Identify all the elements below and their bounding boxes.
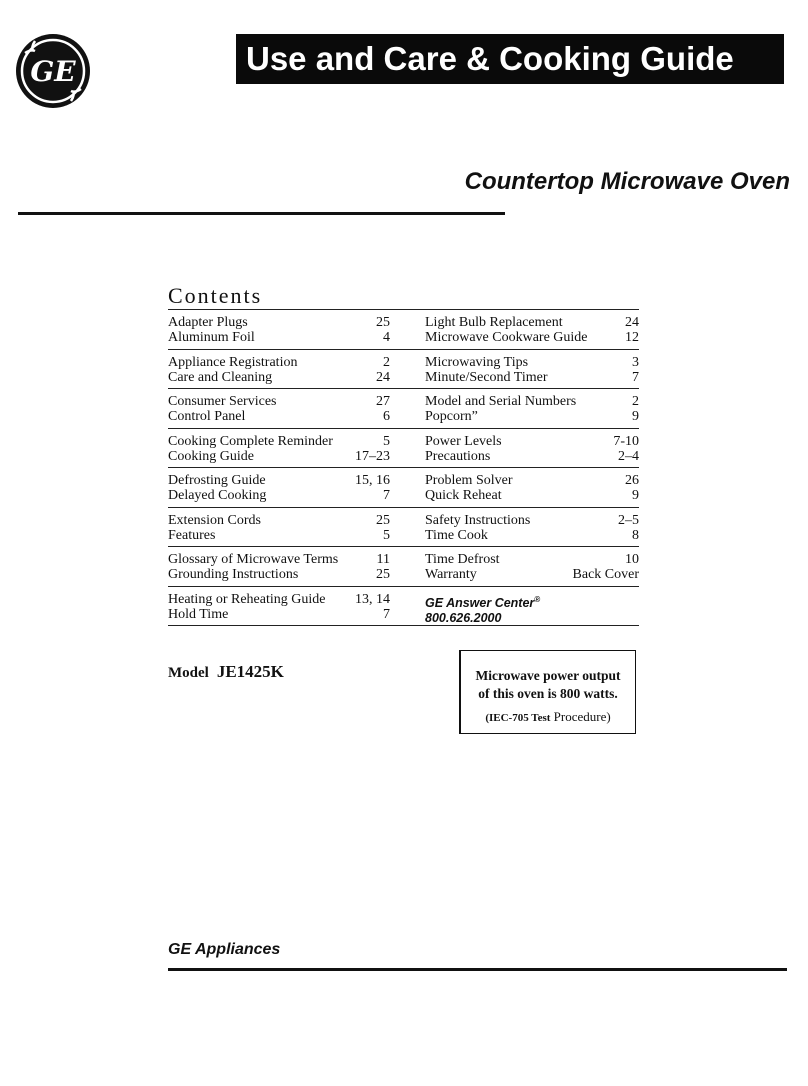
toc-entry [168, 315, 390, 330]
toc-entry [425, 409, 639, 424]
toc-entry-label: Care and Cleaning [168, 369, 273, 385]
toc-entry [168, 513, 390, 528]
toc-entry-page: 25 [376, 567, 390, 582]
power-output-box [459, 650, 636, 734]
toc-entry-page: 9 [632, 409, 639, 424]
toc-entry-page: 15, 16 [355, 473, 390, 488]
power-line-3 [461, 709, 635, 725]
toc-entry [168, 528, 390, 543]
toc-entry-label: Warranty [425, 567, 477, 582]
toc-row [168, 309, 639, 349]
toc-entry-page: 7-10 [613, 433, 639, 449]
toc-entry-label: Glossary of Microwave Terms [168, 552, 339, 567]
toc-entry [425, 394, 639, 409]
toc-entry [168, 567, 390, 582]
toc-column-right [425, 315, 639, 345]
toc-entry-label: Cooking Complete Reminder [168, 433, 333, 449]
toc-entry-label: Microwaving Tips [425, 354, 529, 370]
power-line-2: of this oven is 800 watts. [478, 686, 618, 701]
toc-column-left [168, 434, 390, 464]
toc-entry-page: 24 [376, 369, 390, 385]
toc-entry-label: Features [168, 527, 216, 543]
divider-bottom [168, 968, 787, 971]
model-number: JE1425K [216, 662, 284, 681]
toc-entry-page: 11 [376, 552, 390, 567]
toc-entry [168, 552, 390, 567]
toc-entry-page: 7 [632, 369, 639, 385]
toc-row [168, 349, 639, 389]
registered-mark: ® [534, 594, 541, 604]
test-label: (IEC-705 Test [485, 712, 551, 724]
toc-entry-page: 4 [383, 330, 390, 345]
toc-row [168, 546, 639, 586]
toc-entry-page: 5 [383, 433, 390, 449]
toc-entry-label: Power Levels [425, 433, 502, 449]
toc-entry-label: Adapter Plugs [168, 315, 248, 330]
procedure-label: Procedure) [553, 709, 611, 724]
toc-entry-page: 8 [632, 527, 639, 543]
toc-row [168, 507, 639, 547]
toc-entry-label: Extension Cords [168, 512, 261, 528]
toc-column-right [425, 592, 639, 626]
model-label: Model [168, 665, 209, 681]
toc-entry-label: Time Defrost [425, 552, 500, 567]
toc-entry [425, 370, 639, 385]
answer-center-phone: 800.626.2000 [425, 610, 502, 625]
toc-entry [168, 394, 390, 409]
toc-entry-page: 2 [383, 354, 390, 370]
toc-entry-page: 2–4 [618, 448, 639, 464]
toc-column-left [168, 592, 390, 622]
toc-entry-label: Heating or Reheating Guide [168, 591, 326, 607]
toc-entry-label: Grounding Instructions [168, 567, 299, 582]
toc-entry-page: 24 [625, 315, 639, 330]
toc-entry [425, 330, 639, 345]
toc-row [168, 388, 639, 428]
toc-entry [425, 315, 639, 330]
toc-entry [168, 607, 390, 622]
toc-entry-label: Problem Solver [425, 473, 513, 488]
toc-entry [425, 513, 639, 528]
toc-entry [425, 528, 639, 543]
toc-entry-page: 2–5 [618, 512, 639, 528]
svg-text:GE: GE [30, 55, 76, 88]
toc-entry-label: Delayed Cooking [168, 488, 267, 503]
model-line [168, 662, 284, 682]
toc-entry [168, 409, 390, 424]
toc-entry-page: 17–23 [355, 448, 390, 464]
toc-entry [425, 355, 639, 370]
toc-entry-label: Safety Instructions [425, 512, 531, 528]
toc-entry-label: Hold Time [168, 606, 229, 622]
toc-entry-label: Microwave Cookware Guide [425, 330, 588, 345]
toc-entry [425, 552, 639, 567]
toc-entry [168, 592, 390, 607]
toc-entry [425, 434, 639, 449]
power-line-1: Microwave power output [475, 668, 621, 683]
toc-column-right [425, 552, 639, 582]
toc-entry [168, 355, 390, 370]
toc-entry-page: 2 [632, 394, 639, 409]
toc-entry [168, 370, 390, 385]
toc-column-left [168, 315, 390, 345]
toc-row [168, 428, 639, 468]
toc-entry-page: 7 [383, 488, 390, 503]
toc-entry-label: Consumer Services [168, 394, 277, 409]
toc-entry-page: 26 [625, 473, 639, 488]
toc-entry [425, 473, 639, 488]
toc-entry-label: Popcorn” [425, 409, 478, 424]
toc-entry-page: 9 [632, 488, 639, 503]
toc-entry-page: 3 [632, 354, 639, 370]
toc-entry [168, 473, 390, 488]
toc-entry [168, 434, 390, 449]
toc-entry-label: Cooking Guide [168, 448, 254, 464]
toc-column-right [425, 513, 639, 543]
toc-column-right [425, 355, 639, 385]
divider-top [18, 212, 505, 215]
table-of-contents [168, 309, 639, 626]
product-subtitle: Countertop Microwave Oven [464, 168, 790, 195]
toc-entry [425, 449, 639, 464]
toc-column-right [425, 473, 639, 503]
toc-column-left [168, 394, 390, 424]
toc-column-left [168, 552, 390, 582]
answer-center-name [425, 592, 639, 611]
toc-entry-page: 25 [376, 512, 390, 528]
toc-entry-page: 10 [625, 552, 639, 567]
toc-entry [168, 330, 390, 345]
toc-entry-page: Back Cover [572, 567, 639, 582]
toc-column-left [168, 473, 390, 503]
toc-entry-label: Control Panel [168, 409, 246, 424]
toc-column-left [168, 513, 390, 543]
toc-column-right [425, 434, 639, 464]
toc-entry-page: 25 [376, 315, 390, 330]
toc-entry [425, 488, 639, 503]
toc-entry-page: 27 [376, 394, 390, 409]
toc-entry-label: Defrosting Guide [168, 473, 266, 488]
toc-row [168, 467, 639, 507]
toc-entry-label: Time Cook [425, 527, 488, 543]
toc-entry-page: 13, 14 [355, 591, 390, 607]
toc-entry-label: Precautions [425, 448, 491, 464]
toc-entry-page: 12 [625, 330, 639, 345]
contents-heading: Contents [168, 283, 263, 308]
toc-column-left [168, 355, 390, 385]
document-title: Use and Care & Cooking Guide [236, 34, 784, 84]
ge-logo [15, 33, 91, 109]
toc-entry-label: Minute/Second Timer [425, 369, 548, 385]
toc-entry-label: Appliance Registration [168, 354, 298, 370]
toc-entry-label: Aluminum Foil [168, 330, 255, 345]
toc-entry [168, 488, 390, 503]
toc-entry-label: Light Bulb Replacement [425, 315, 563, 330]
toc-entry [425, 567, 639, 582]
toc-column-right [425, 394, 639, 424]
toc-entry-label: Model and Serial Numbers [425, 394, 577, 409]
toc-entry-page: 7 [383, 606, 390, 622]
answer-center-label: GE Answer Center [425, 595, 535, 610]
toc-entry [168, 449, 390, 464]
toc-row [168, 586, 639, 626]
toc-entry-label: Quick Reheat [425, 488, 502, 503]
toc-entry-page: 6 [383, 409, 390, 424]
footer-brand: GE Appliances [168, 941, 281, 958]
toc-entry-page: 5 [383, 527, 390, 543]
